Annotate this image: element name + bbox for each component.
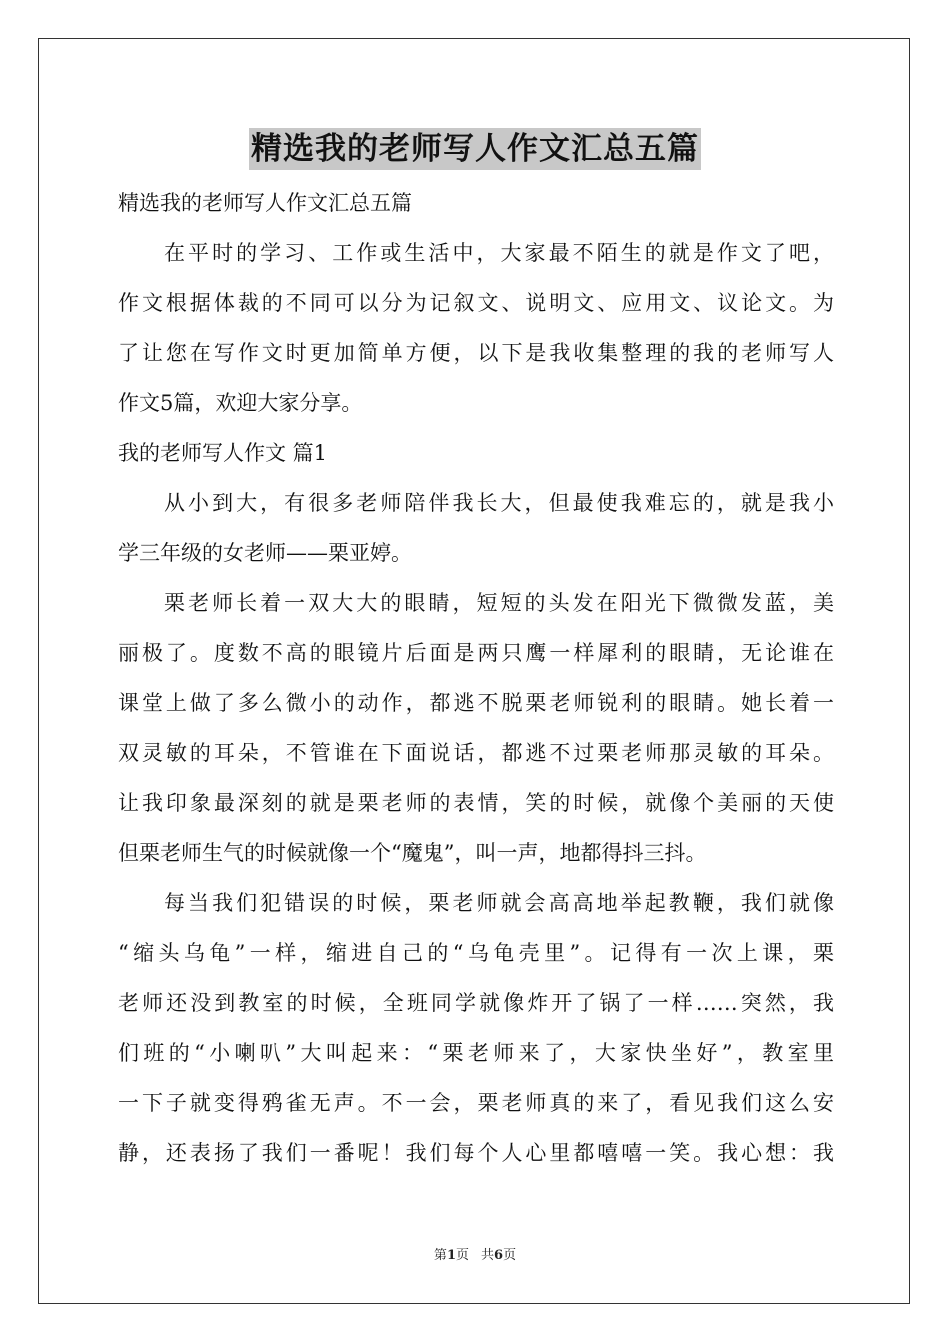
subtitle-line: 精选我的老师写人作文汇总五篇 (118, 191, 412, 215)
paragraph-line: 从小到大，有很多老师陪伴我长大，但最使我难忘的，就是我小 (164, 491, 834, 515)
section-heading: 我的老师写人作文 篇1 (118, 441, 328, 465)
page-suffix: 页 (455, 1248, 469, 1263)
paragraph-line: 在平时的学习、工作或生活中，大家最不陌生的就是作文了吧， (164, 241, 834, 265)
paragraph-line: 课堂上做了多么微小的动作，都逃不脱栗老师锐利的眼睛。她长着一 (118, 691, 834, 715)
document-title: 精选我的老师写人作文汇总五篇 (249, 128, 701, 170)
paragraph-line: 一下子就变得鸦雀无声。不一会，栗老师真的来了，看见我们这么安 (118, 1091, 834, 1115)
paragraph-line: 学三年级的女老师——栗亚婷。 (118, 541, 412, 565)
page-footer (0, 1247, 950, 1265)
paragraph-line: 丽极了。度数不高的眼镜片后面是两只鹰一样犀利的眼睛，无论谁在 (118, 641, 834, 665)
page-prefix: 第 (433, 1248, 447, 1263)
paragraph-line: 作文根据体裁的不同可以分为记叙文、说明文、应用文、议论文。为 (118, 291, 834, 315)
total-suffix: 页 (503, 1248, 517, 1263)
paragraph-line: 作文5篇，欢迎大家分享。 (118, 391, 363, 415)
title-container (0, 128, 950, 170)
total-pages: 6 (494, 1248, 504, 1263)
paragraph-line: “缩头乌龟”一样，缩进自己的“乌龟壳里”。记得有一次上课，栗 (118, 941, 834, 965)
paragraph-line: 了让您在写作文时更加简单方便，以下是我收集整理的我的老师写人 (118, 341, 834, 365)
paragraph-line: 静，还表扬了我们一番呢！我们每个人心里都嘻嘻一笑。我心想：我 (118, 1141, 834, 1165)
paragraph-line: 老师还没到教室的时候，全班同学就像炸开了锅了一样……突然，我 (118, 991, 834, 1015)
paragraph-line: 栗老师长着一双大大的眼睛，短短的头发在阳光下微微发蓝，美 (164, 591, 834, 615)
paragraph-line: 但栗老师生气的时候就像一个“魔鬼”，叫一声，地都得抖三抖。 (118, 841, 707, 865)
document-body (118, 178, 834, 1178)
paragraph-line: 让我印象最深刻的就是栗老师的表情，笑的时候，就像个美丽的天使 (118, 791, 834, 815)
page-number: 1 (446, 1248, 456, 1263)
paragraph-line: 每当我们犯错误的时候，栗老师就会高高地举起教鞭，我们就像 (164, 891, 834, 915)
total-prefix: 共 (481, 1248, 495, 1263)
paragraph-line: 双灵敏的耳朵，不管谁在下面说话，都逃不过栗老师那灵敏的耳朵。 (118, 741, 834, 765)
paragraph-line: 们班的“小喇叭”大叫起来：“栗老师来了，大家快坐好”，教室里 (118, 1041, 834, 1065)
